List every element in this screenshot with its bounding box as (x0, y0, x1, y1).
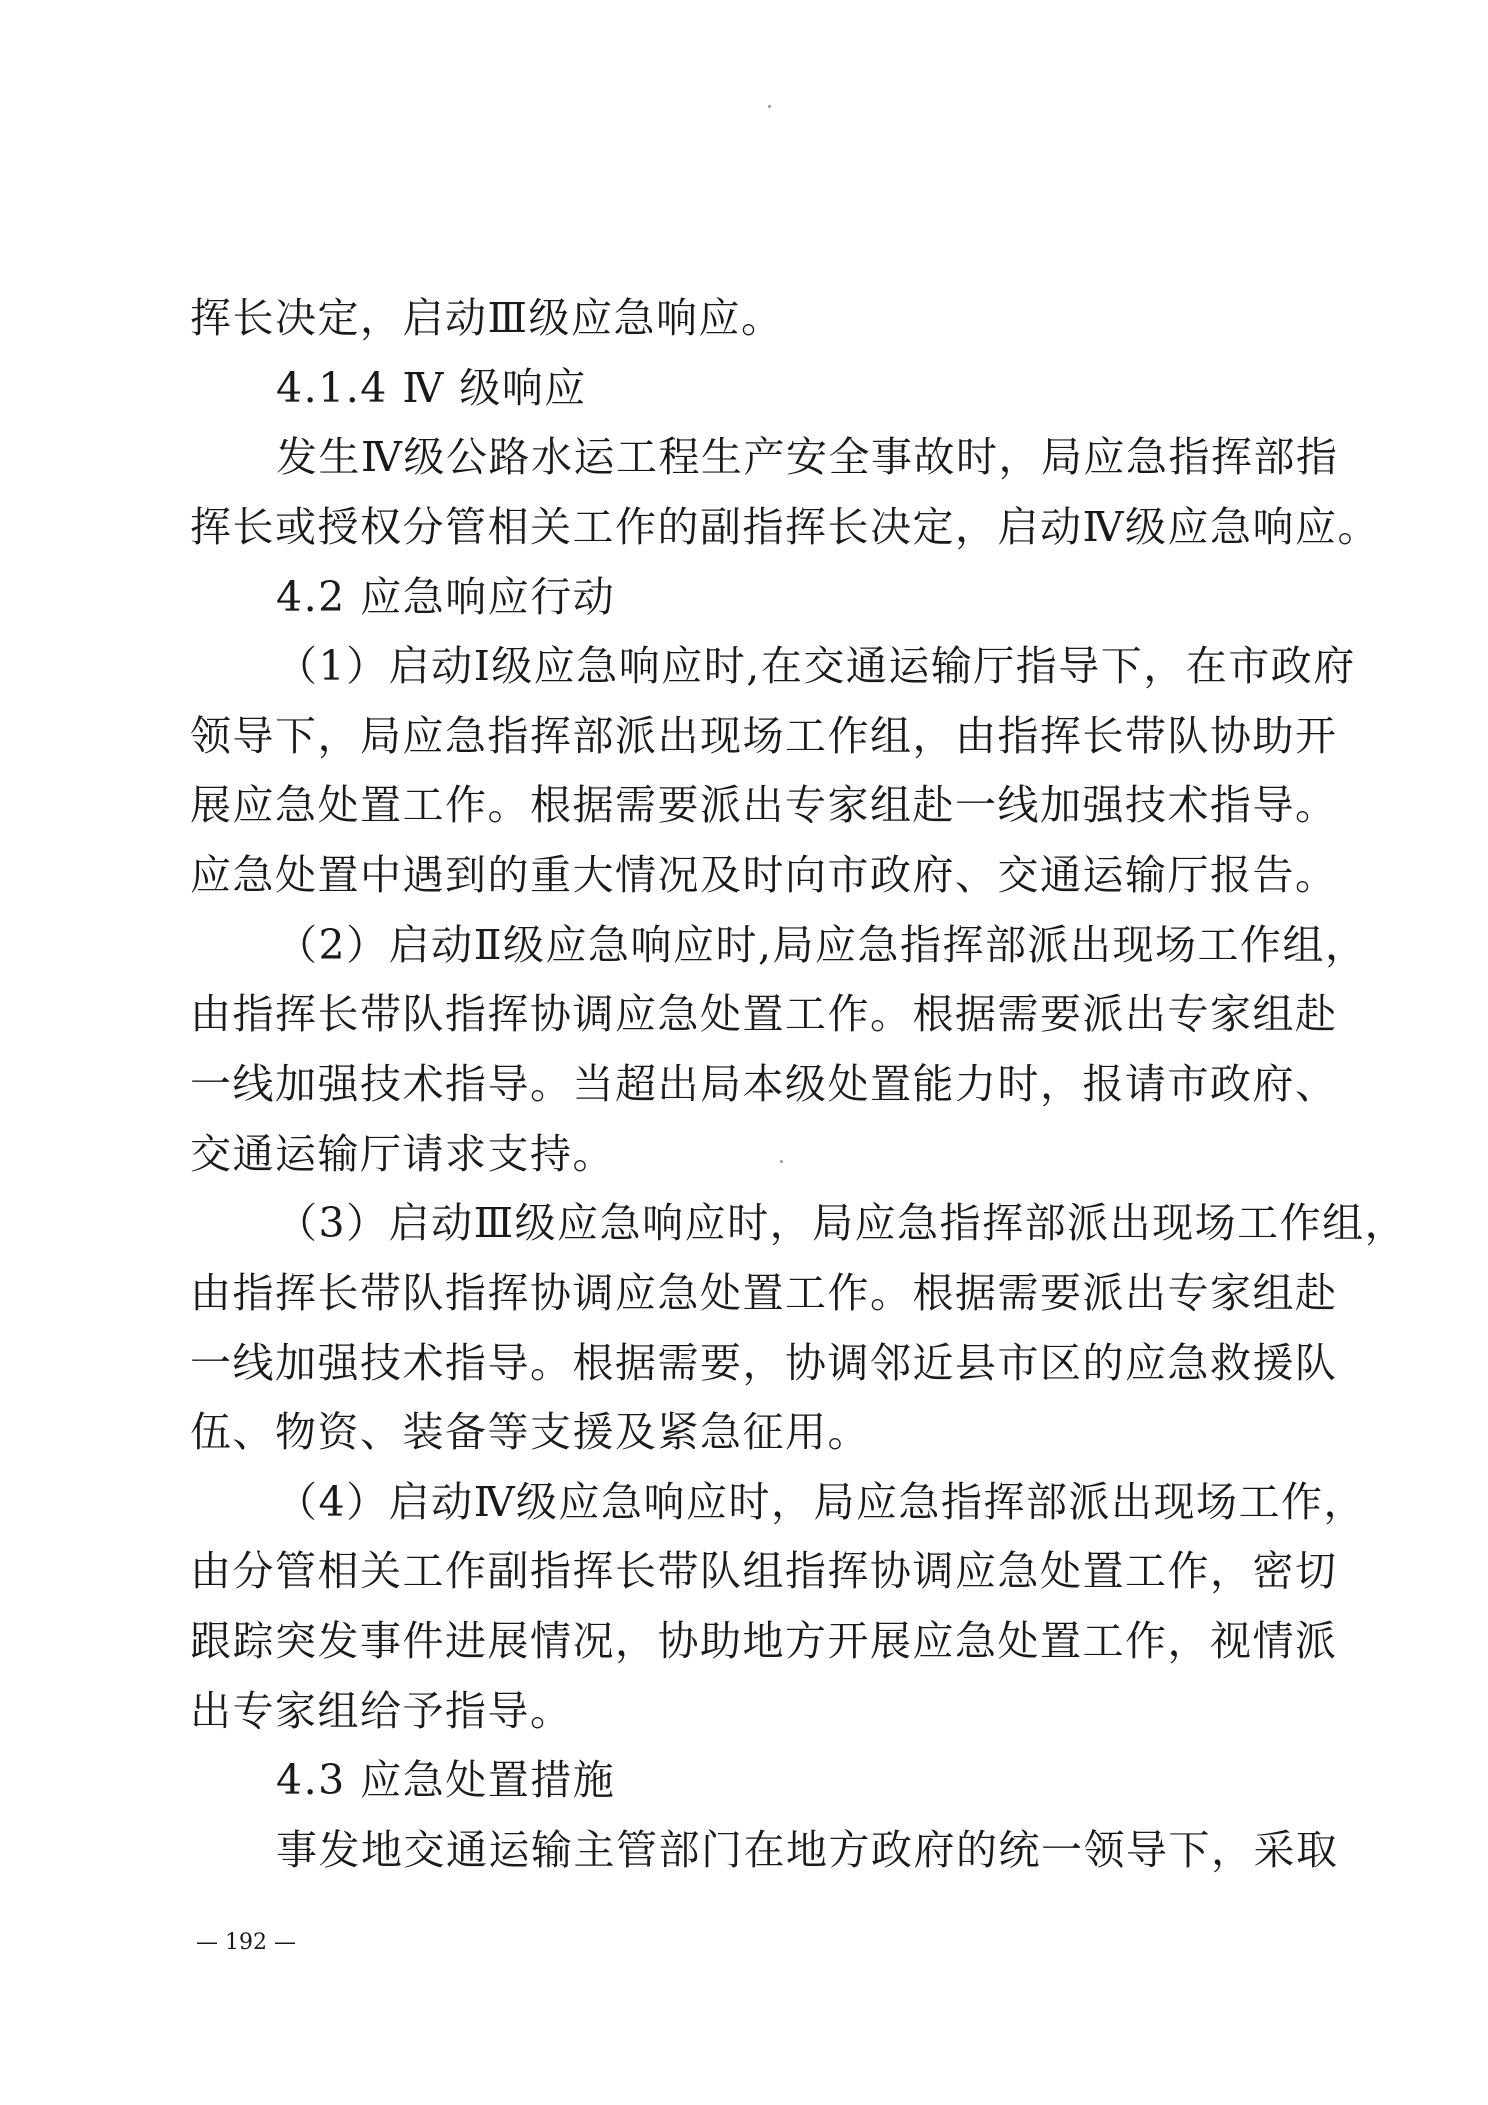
scan-speck (780, 1160, 783, 1163)
text-line: 应急处置中遇到的重大情况及时向市政府、交通运输厅报告。 (190, 851, 1338, 899)
text-line: 出专家组给予指导。 (190, 1687, 573, 1735)
text-line: （3）启动Ⅲ级应急响应时，局应急指挥部派出现场工作组， (276, 1199, 1408, 1247)
text-line: 由分管相关工作副指挥长带队组指挥协调应急处置工作，密切 (190, 1547, 1338, 1595)
text-line: （1）启动Ⅰ级应急响应时,在交通运输厅指导下，在市政府 (276, 642, 1356, 690)
text-line: 事发地交通运输主管部门在地方政府的统一领导下，采取 (276, 1826, 1339, 1874)
text-line: （4）启动Ⅳ级应急响应时，局应急指挥部派出现场工作， (276, 1478, 1367, 1526)
text-line: 伍、物资、装备等支援及紧急征用。 (190, 1408, 870, 1456)
text-line: 跟踪突发事件进展情况，协助地方开展应急处置工作，视情派 (190, 1617, 1338, 1665)
text-line: 一线加强技术指导。当超出局本级处置能力时，报请市政府、 (190, 1060, 1338, 1108)
text-line: （2）启动Ⅱ级应急响应时,局应急指挥部派出现场工作组， (276, 921, 1368, 969)
text-line: 由指挥长带队指挥协调应急处置工作。根据需要派出专家组赴 (190, 1269, 1338, 1317)
text-line: 由指挥长带队指挥协调应急处置工作。根据需要派出专家组赴 (190, 990, 1338, 1038)
text-line: 领导下，局应急指挥部派出现场工作组，由指挥长带队协助开 (190, 712, 1338, 760)
scan-speck (768, 105, 771, 108)
text-line: 一线加强技术指导。根据需要，协调邻近县市区的应急救援队 (190, 1339, 1338, 1387)
text-line: 挥长决定，启动Ⅲ级应急响应。 (190, 294, 784, 342)
text-line: 发生Ⅳ级公路水运工程生产安全事故时，局应急指挥部指 (276, 433, 1339, 481)
text-line: 展应急处置工作。根据需要派出专家组赴一线加强技术指导。 (190, 781, 1338, 829)
section-heading-4-1-4: 4.1.4 Ⅳ 级响应 (276, 364, 587, 412)
text-line: 挥长或授权分管相关工作的副指挥长决定，启动Ⅳ级应急响应。 (190, 503, 1380, 551)
page-number: — 192 — (196, 1930, 296, 1955)
section-heading-4-3: 4.3 应急处置措施 (276, 1756, 616, 1804)
text-line: 交通运输厅请求支持。 (190, 1130, 615, 1178)
section-heading-4-2: 4.2 应急响应行动 (276, 573, 616, 621)
